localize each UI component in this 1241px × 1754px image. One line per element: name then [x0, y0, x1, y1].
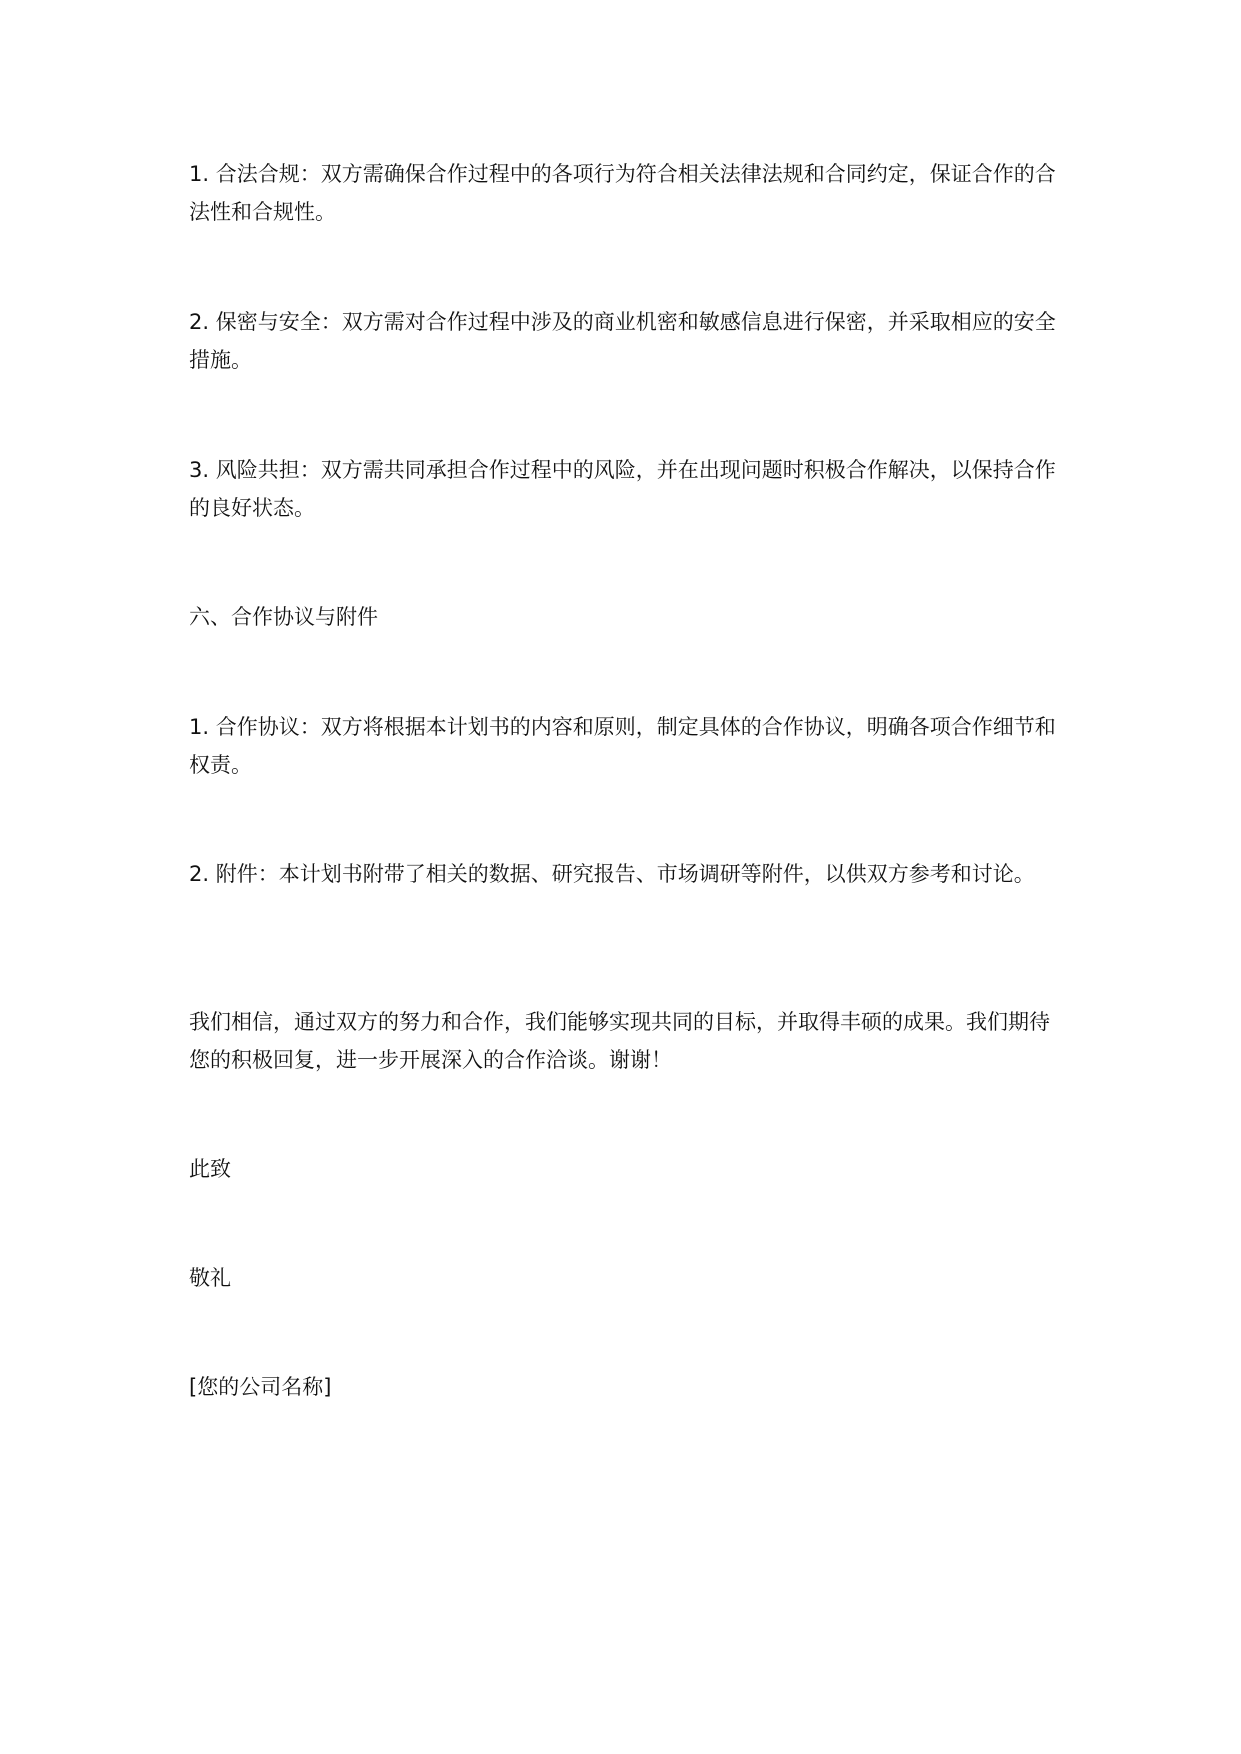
closing-paragraph: 我们相信，通过双方的努力和合作，我们能够实现共同的目标，并取得丰硕的成果。我们期待您的积极回复，进一步开展深入的合作洽谈。谢谢！ [189, 1010, 1050, 1072]
clause-legal-compliance: 1. 合法合规：双方需确保合作过程中的各项行为符合相关法律法规和合同约定，保证合作的合法性和合规性。 [189, 162, 1056, 224]
clause-attachments: 2. 附件：本计划书附带了相关的数据、研究报告、市场调研等附件，以供双方参考和讨论。 [189, 862, 1035, 886]
clause-cooperation-agreement: 1. 合作协议：双方将根据本计划书的内容和原则，制定具体的合作协议，明确各项合作细节和权责。 [189, 715, 1056, 777]
salutation-cizhi: 此致 [189, 1157, 231, 1181]
section-heading-agreement-attachments: 六、合作协议与附件 [189, 605, 378, 629]
salutation-jingli: 敬礼 [189, 1266, 231, 1290]
clause-risk-sharing: 3. 风险共担：双方需共同承担合作过程中的风险，并在出现问题时积极合作解决，以保持合作的良好状态。 [189, 458, 1056, 520]
clause-confidentiality-security: 2. 保密与安全：双方需对合作过程中涉及的商业机密和敏感信息进行保密，并采取相应的安全措施。 [189, 310, 1056, 372]
company-name-placeholder: [您的公司名称] [189, 1375, 332, 1399]
